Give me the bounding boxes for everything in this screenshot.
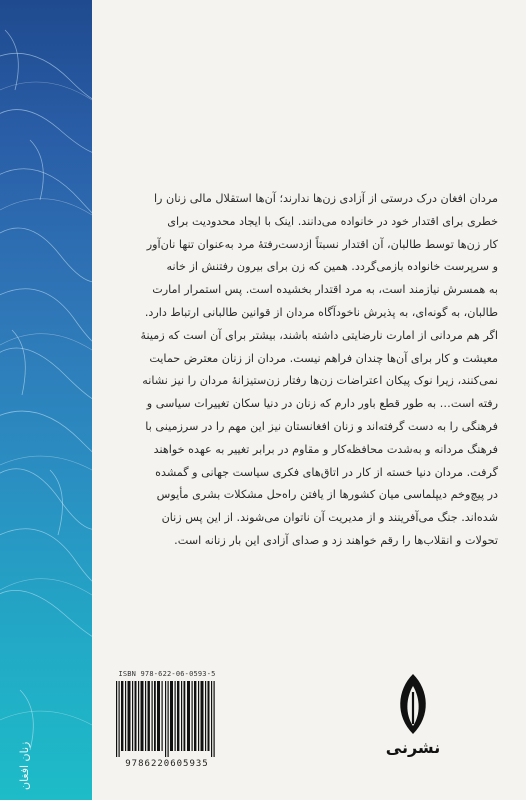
blurb-line: کار زن‌ها توسط طالبان، آن اقتدار نسبتاً ازدست‌رفتهٔ مرد به‌عنوان تنها نان‌آور (146, 237, 498, 251)
blurb-line: رفته است… به طور قطع باور دارم که زنان در دنیا سکان تغییرات سیاسی و (146, 397, 498, 411)
barcode-number: 9786220605935 (125, 759, 209, 769)
wave-pattern (0, 0, 92, 800)
blurb-line: نمی‌کنند، زیرا نوک پیکان اعتراضات زن‌ها رفتار زن‌ستیزانهٔ مردان را نیز نشانه (142, 374, 498, 388)
blurb-line: اگر هم مردانی از امارت نارضایتی داشته باشند، بیشتر برای آن است که زمینهٔ (140, 328, 498, 342)
spine-panel (0, 0, 92, 800)
barcode-bars (114, 681, 220, 757)
blurb-line: شده‌اند. جنگ می‌آفرینند و از مدیریت آن ناتوان می‌شوند. از این پس زنان (161, 511, 498, 525)
blurb-line: فرهنگی را به دست گرفته‌اند و زنان افغانستان نیز این مهم را در سرزمینی با (145, 419, 498, 433)
blurb-line: معیشت و کار برای آن‌ها چندان فراهم نیست. مردان از زنان معترض حمایت (149, 351, 498, 365)
publisher-name: نشرنی (385, 738, 441, 757)
blurb-line: به همسرش نیازمند است، به مرد اقتدار بخشیده است. پس استمرار امارت (152, 283, 498, 297)
blurb-line: خطری برای اقتدار خود در خانواده می‌دانند. اینک با ایجاد محدودیت برای (167, 214, 498, 228)
blurb-line: فرهنگ مردانه و به‌شدت محافظه‌کار و مقاوم در برابر تغییر به عهده خواهند (153, 442, 498, 456)
reed-leaf-icon (393, 672, 433, 736)
blurb-line: در پیچ‌وخم دیپلماسی میان کشورها از یافتن راه‌حل مشکلات بشری مأیوس (156, 488, 498, 502)
blurb-line: طالبان، به گونه‌ای، به پذیرش ناخودآگاه مردان از قوانین طالبانی ارتباط دارد. (144, 305, 498, 319)
spine-title: زنان افغان (18, 741, 31, 790)
blurb-line: و سرپرست خانواده بازمی‌گردد. همین که زن برای بیرون رفتنش از خانه (166, 260, 498, 274)
blurb-line: تحولات و انقلاب‌ها را رقم خواهند زد و صدای آزادی این بار زنانه است. (174, 533, 498, 547)
isbn-barcode (112, 670, 222, 775)
back-cover-blurb (125, 188, 498, 553)
isbn-label: ISBN 978-622-06-0593-5 (118, 670, 216, 678)
blurb-line: گرفت. مردان دنیا خسته از کار در اتاق‌های فکری سیاست جهانی و گمشده (155, 465, 498, 479)
blurb-line: مردان افغان درک درستی از آزادی زن‌ها ندارند؛ آن‌ها استقلال مالی زنان را (153, 192, 498, 205)
